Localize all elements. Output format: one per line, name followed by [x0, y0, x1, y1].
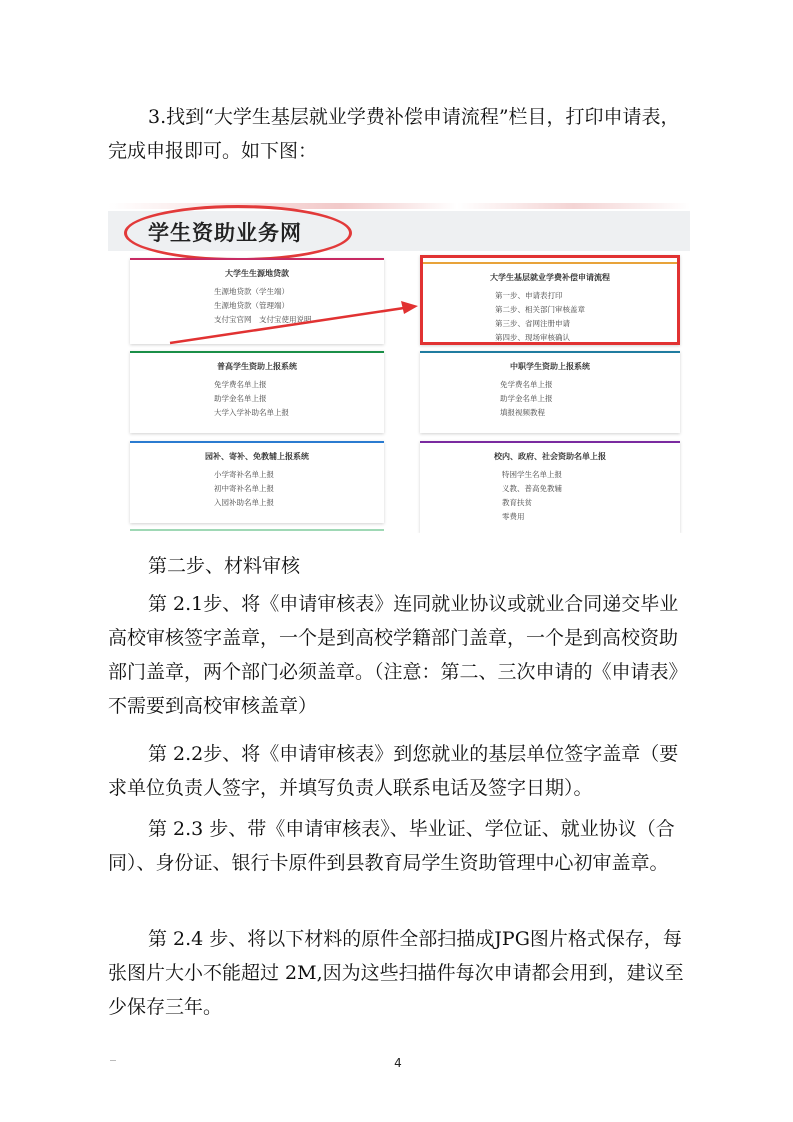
card-link[interactable]: 入园补助名单上报: [214, 498, 274, 507]
card-link[interactable]: 零费用: [502, 512, 525, 521]
page-number: 4: [394, 1056, 402, 1070]
step-2-2-paragraph: 第 2.2步、将《申请审核表》到您就业的基层单位签字盖章（要求单位负责人签字，并填写负责人联系电话及签字日期）。: [108, 743, 679, 799]
card-link[interactable]: 第二步、相关部门审核盖章: [495, 305, 585, 314]
footnote-mark: [110, 1060, 116, 1061]
card-title: 中职学生资助上报系统: [510, 362, 590, 371]
card-title: 园补、寄补、免教辅上报系统: [205, 452, 309, 461]
card-link[interactable]: 生源地贷款（学生端）: [214, 287, 289, 296]
step-2-3-paragraph: 第 2.3 步、带《申请审核表》、毕业证、学位证、就业协议（合同）、身份证、银行卡原件到县教育局学生资助管理中心初审盖章。: [108, 818, 675, 874]
card-link[interactable]: 支付宝官网 支付宝使用说明: [214, 315, 312, 324]
card-link[interactable]: 义教、普高免教辅: [502, 484, 562, 493]
card-link[interactable]: 大学入学补助名单上报: [214, 408, 289, 417]
card-link[interactable]: 第四步、现场审核确认: [495, 333, 570, 342]
card-title: 普高学生资助上报系统: [217, 362, 297, 371]
site-title: 学生资助业务网: [148, 221, 302, 245]
card-link[interactable]: 第三步、省网注册申请: [495, 319, 570, 328]
card-link[interactable]: 生源地贷款（管理端）: [214, 301, 289, 310]
intro-paragraph: 3.找到“大学生基层就业学费补偿申请流程”栏目，打印申请表，完成申报即可。如下图：: [108, 106, 680, 162]
website-screenshot: [108, 203, 690, 533]
card-link[interactable]: 填报视频教程: [500, 408, 545, 417]
card-link[interactable]: 特困学生名单上报: [502, 470, 562, 479]
step2-heading: 第二步、材料审核: [148, 555, 301, 577]
card-link[interactable]: 助学金名单上报: [214, 394, 267, 403]
card-title: 大学生基层就业学费补偿申请流程: [490, 273, 610, 282]
card-link[interactable]: 教育扶贫: [502, 498, 532, 507]
step-2-4-paragraph: 第 2.4 步、将以下材料的原件全部扫描成JPG图片格式保存，每张图片大小不能超过 2M,因为这些扫描件每次申请都会用到，建议至少保存三年。: [108, 928, 684, 1018]
step-2-1-paragraph: 第 2.1步、将《申请审核表》连同就业协议或就业合同递交毕业高校审核签字盖章，一个是到高校学籍部门盖章，一个是到高校资助部门盖章，两个部门必须盖章。（注意：第二、三次申请的《申请表》不需要到高校审核盖章）: [108, 593, 688, 717]
card-link[interactable]: 免学费名单上报: [500, 380, 553, 389]
card-link[interactable]: 初中寄补名单上报: [214, 484, 274, 493]
card-link[interactable]: 小学寄补名单上报: [214, 470, 274, 479]
arrow-icon: [108, 203, 690, 533]
card-title: 校内、政府、社会资助名单上报: [494, 452, 606, 461]
card-link[interactable]: 助学金名单上报: [500, 394, 553, 403]
card-title: 大学生生源地贷款: [225, 269, 289, 278]
card-link[interactable]: 免学费名单上报: [214, 380, 267, 389]
card-link[interactable]: 第一步、申请表打印: [495, 291, 563, 300]
